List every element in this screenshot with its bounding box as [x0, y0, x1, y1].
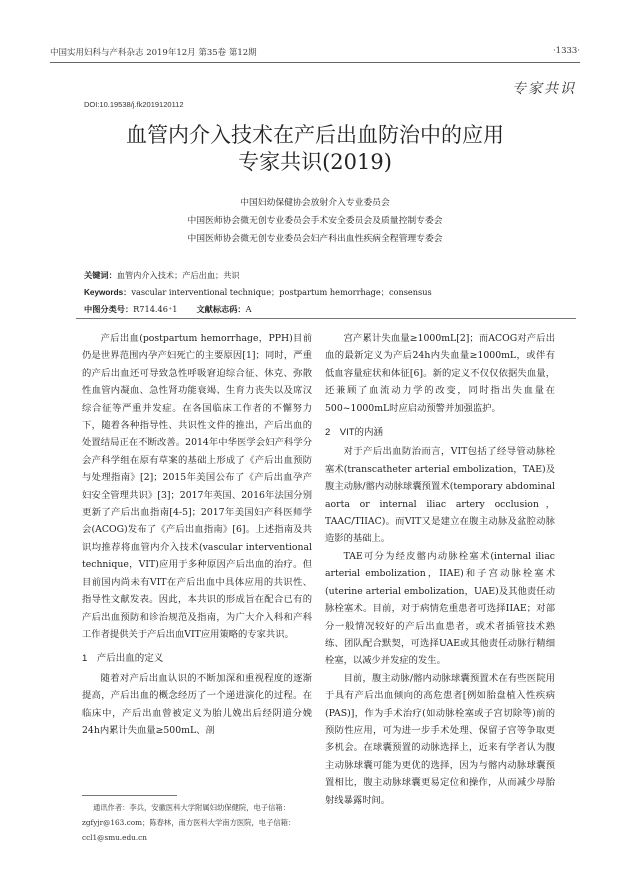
title-line-1: 血管内介入技术在产后出血防治中的应用 [126, 123, 504, 147]
keywords-en-label: Keywords： [84, 288, 132, 297]
keywords-cn [84, 267, 554, 284]
article-title [0, 122, 630, 176]
left-column [82, 330, 312, 739]
author-organizations [0, 194, 630, 248]
doc-code-label: 文献标志码： [196, 305, 246, 314]
classification [84, 301, 554, 318]
clc-label: 中图分类号： [84, 305, 134, 314]
body-paragraph: 产后出血(postpartum hemorrhage，PPH)目前仍是世界范围内孕产妇死亡的主要原因[1]；同时，严重的产后出血还可导致急性呼吸窘迫综合征、休克、弥散性血管内凝血、急性肾功能衰竭、生育力丧失以及席汉综合征等严重并发症。在各国临床工作者的不懈努力下，随着各种指导性、共识性文件的推出，产后出血的处置结局正在不断改善。2014年中华医学会妇产科学分会产科学组在原有草案的基础上形成了《产后出血预防与处理指南》[2]；2015年美国公布了《产后出血孕产妇安全管理共识》[3]；2017年英国、2016年法国分别更新了产后出血指南[4-5]；2017年美国妇产科医师学会(ACOG)发布了《产后出血指南》[6]。上述指南及共识均推荐将血管内介入技术(vascular interventional technique，VIT)应用于多种原因产后出血的治疗。但目前国内尚未有VIT在产后出血中具体应用的共识性、指导性文献发表。因此，本共识的形成旨在配合已有的产后出血预防和诊治规范及指南，为广大介入科和产科工作者提供关于产后出血VIT应用策略的专家共识。 [82, 333, 312, 640]
body-paragraph: 随着对产后出血认识的不断加深和重视程度的逐渐提高，产后出血的概念经历了一个递进演化的过程。在临床中，产后出血曾被定义为胎儿娩出后经阴道分娩24h内累计失血量≥500mL、剖 [82, 672, 312, 736]
header-divider [50, 62, 580, 63]
body-paragraph: 对于产后出血防治而言，VIT包括了经导管动脉栓塞术(transcatheter arterial embolization，TAE)及腹主动脉/髂内动脉球囊预置术(temporary abdominal aorta or internal iliac artery occlusion，TAAC/TIIAC)。而VIT又是建立在腹主动脉及盆腔动脉造影的基础上。 [325, 446, 555, 545]
running-head [50, 46, 580, 58]
corresponding-author-footnote [82, 800, 312, 845]
body-paragraph: TAE可分为经皮髂内动脉栓塞术(internal iliac arterial embolization，IIAE)和子宫动脉栓塞术(uterine arterial embolization，UAE)及其他责任动脉栓塞术。目前，对于病情危重患者可选择IIAE；对部分一般情况较好的产后出血患者，或术者插管技术熟练、团队配合默契，可选择UAE或其他责任动脉行精细栓塞，以减少并发症的发生。 [325, 550, 555, 667]
author-org: 中国妇幼保健协会放射介入专业委员会 [240, 198, 390, 208]
footnote-divider [82, 795, 177, 796]
keywords-en [84, 284, 554, 301]
title-line-2: 专家共识(2019) [238, 150, 392, 174]
body-paragraph: 宫产累计失血量≥1000mL[2]；而ACOG对产后出血的最新定义为产后24h内失血量≥1000mL，或伴有低血容量症状和体征[6]。新的定义不仅仅依据失血量，还兼顾了血流动力学的改变，同时指出失血量在500~1000mL时应启动预警并加强监护。 [325, 333, 555, 414]
page-number: ·1333· [552, 46, 580, 56]
section-heading: 2 VIT的内涵 [325, 427, 384, 439]
right-column [325, 330, 555, 809]
footnote-text: 通讯作者：李兵，安徽医科大学附属妇幼保健院，电子信箱：zgfyjr@163.com；陈春林，南方医科大学南方医院，电子信箱：ccl1@smu.edu.cn [82, 803, 296, 842]
author-org: 中国医师协会微无创专业委员会妇产科出血性疾病全程管理专委会 [187, 234, 443, 244]
keywords-cn-label: 关键词： [84, 271, 117, 280]
section-label: 专家共识 [512, 81, 576, 97]
author-org: 中国医师协会微无创专业委员会手术安全委员会及质量控制专委会 [187, 216, 443, 226]
clc-value: R714.46⁺1 [133, 304, 178, 314]
article-metadata [84, 267, 554, 318]
keywords-cn-value: 血管内介入技术；产后出血；共识 [116, 270, 240, 280]
section-heading: 1 产后出血的定义 [82, 653, 164, 665]
keywords-en-value: vascular interventional technique；postpartum hemorrhage；consensus [131, 287, 432, 297]
meta-divider [76, 318, 576, 319]
journal-citation: 中国实用妇科与产科杂志 2019年12月 第35卷 第12期 [50, 48, 257, 58]
doc-code-value: A [245, 304, 252, 314]
doi: DOI:10.19538/j.fk2019120112 [84, 100, 184, 109]
body-paragraph: 目前，腹主动脉/髂内动脉球囊预置术在有些医院用于具有产后出血倾向的高危患者[例如胎盘植入性疾病(PAS)]，作为手术治疗(如动脉栓塞或子宫切除等)前的预防性应用，可为进一步手术处理、保留子宫等争取更多机会。在球囊预置的动脉选择上，近来有学者认为腹主动脉球囊可能为更优的选择，因为与髂内动脉球囊预置相比，腹主动脉球囊更易定位和操作，从而减少母胎射线暴露时间。 [325, 672, 555, 806]
